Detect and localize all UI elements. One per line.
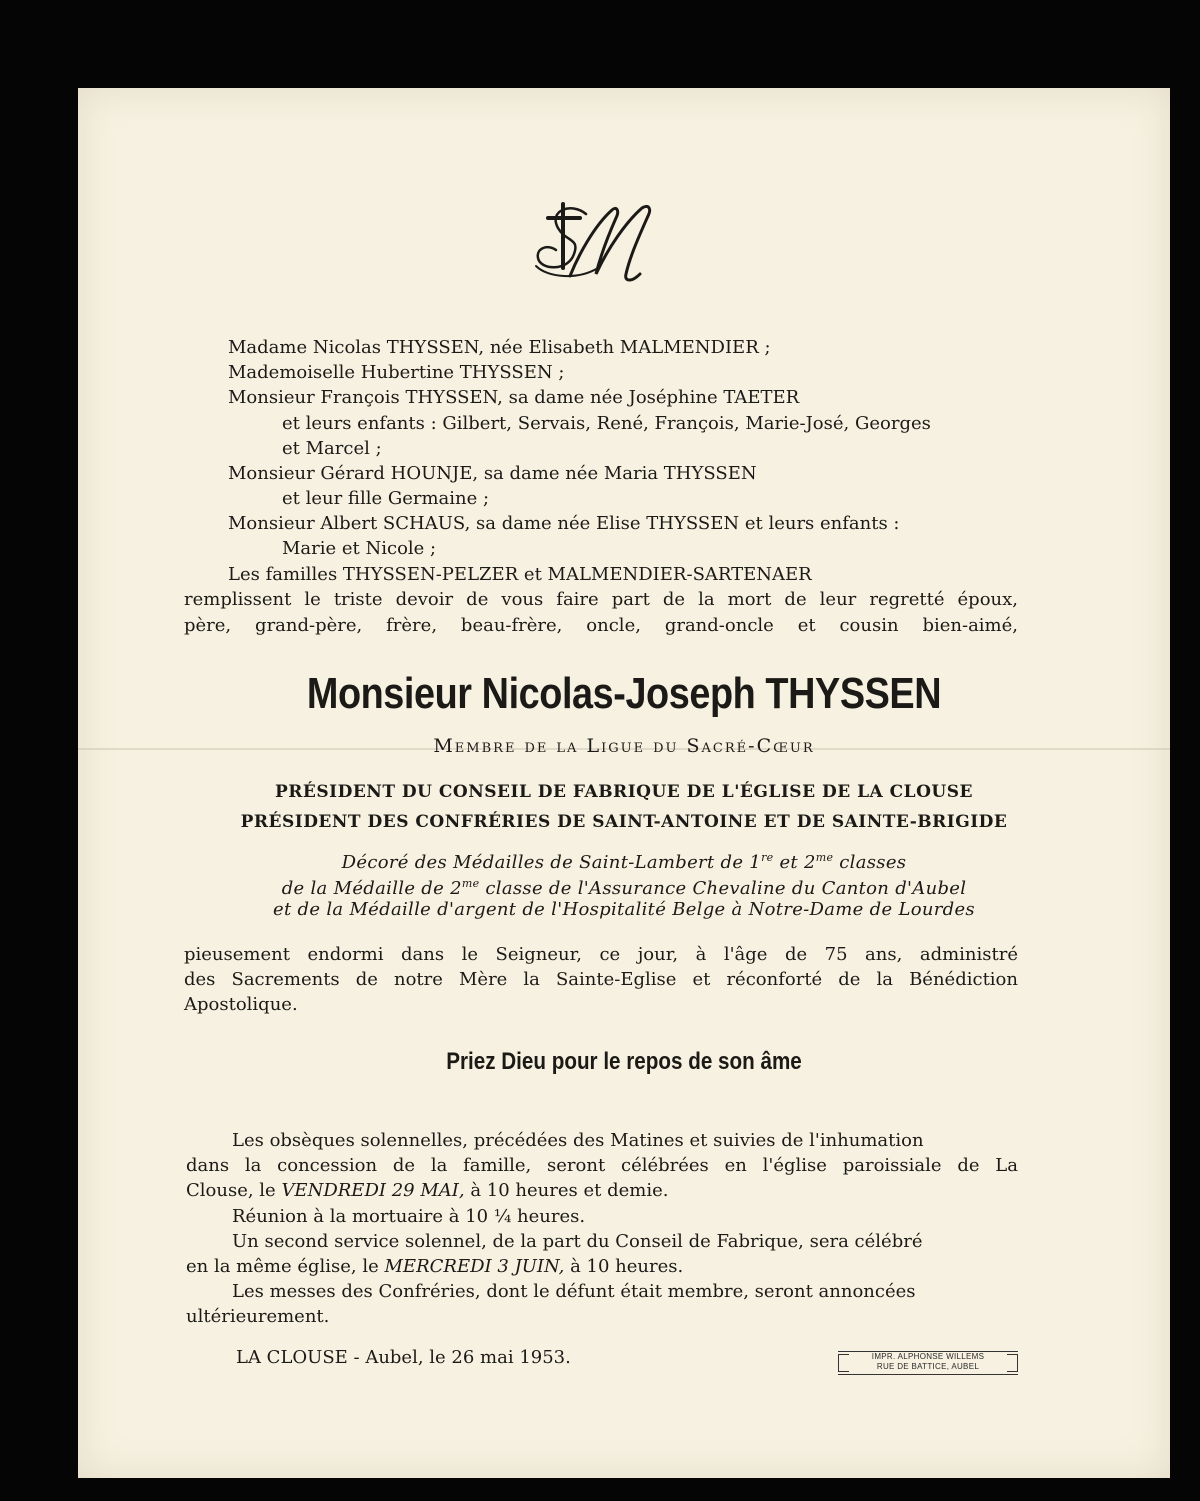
announce-line-2: père, grand-père, frère, beau-frère, oncle, grand-oncle et cousin bien-aimé, [184,615,1018,636]
funeral-date-2: MERCREDI 3 JUIN, [384,1256,565,1277]
family-line-5: et Marcel ; [282,438,382,459]
place-date: LA CLOUSE - Aubel, le 26 mai 1953. [236,1347,571,1368]
family-line-8: Monsieur Albert SCHAUS, sa dame née Elise THYSSEN et leurs enfants : [228,513,900,534]
funeral-line-2: dans la concession de la famille, seront célébrées en l'église paroissiale de La [186,1155,1018,1176]
medal-line-2-a: de la Médaille de 2 [281,878,462,899]
medal-line-1-b: et 2 [773,852,816,873]
family-line-9: Marie et Nicole ; [282,538,437,559]
medal-line-1-sup-2: me [815,851,834,864]
printer-line-2: RUE DE BATTICE, AUBEL [876,1362,980,1371]
family-line-10: Les familles THYSSEN-PELZER et MALMENDIER-SARTENAER [228,564,812,585]
prayer-line: Priez Dieu pour le repos de son âme [446,1048,802,1075]
printer-line-1: IMPR. ALPHONSE WILLEMS [871,1352,985,1361]
medal-line-1-c: classes [833,852,907,873]
family-line-4: et leurs enfants : Gilbert, Servais, René, François, Marie-José, Georges [282,413,931,434]
president-line-1: PRÉSIDENT DU CONSEIL DE FABRIQUE DE L'ÉGLISE DE LA CLOUSE [274,782,973,802]
medal-line-1-a: Décoré des Médailles de Saint-Lambert de 1 [341,852,762,873]
medal-line-2-sup: me [461,877,480,890]
funeral-line-1: Les obsèques solennelles, précédées des Matines et suivies de l'inhumation [232,1130,924,1151]
funeral-line-6 [186,1255,1018,1279]
funeral-line-8: ultérieurement. [186,1306,330,1327]
death-line-1: pieusement endormi dans le Seigneur, ce jour, à l'âge de 75 ans, administré [184,944,1018,965]
funeral-line-6-a: en la même église, le [186,1256,385,1277]
deceased-name: Monsieur Nicolas-Joseph THYSSEN [306,669,942,718]
funeral-line-6-b: à 10 heures. [564,1256,684,1277]
family-line-2: Mademoiselle Hubertine THYSSEN ; [228,362,565,383]
death-line-2: des Sacrements de notre Mère la Sainte-Eglise et réconforté de la Bénédiction [184,969,1018,990]
president-line-2: PRÉSIDENT DES CONFRÉRIES DE SAINT-ANTOINE ET DE SAINTE-BRIGIDE [240,812,1008,832]
funeral-line-3-a: Clouse, le [186,1180,282,1201]
family-line-1: Madame Nicolas THYSSEN, née Elisabeth MALMENDIER ; [228,337,771,358]
medal-line-2 [78,872,1170,901]
funeral-line-3 [186,1179,1018,1203]
printer-bracket-right [1007,1354,1018,1372]
funeral-line-3-b: à 10 heures et demie. [464,1180,669,1201]
funeral-line-7: Les messes des Confréries, dont le défunt était membre, seront annoncées [232,1281,916,1302]
printer-bracket-left [838,1354,849,1372]
family-line-6: Monsieur Gérard HOUNJE, sa dame née Maria THYSSEN [228,463,757,484]
funeral-date-1: VENDREDI 29 MAI, [281,1180,465,1201]
medal-line-2-b: classe de l'Assurance Chevaline du Canton d'Aubel [479,878,967,899]
printer-imprint [838,1351,1018,1375]
death-line-3: Apostolique. [184,994,298,1015]
funeral-line-5: Un second service solennel, de la part du Conseil de Fabrique, sera célébré [232,1231,923,1252]
member-line: Membre de la Ligue du Sacré-Cœur [433,735,815,757]
obituary-card [78,88,1170,1478]
announce-line-1: remplissent le triste devoir de vous faire part de la mort de leur regretté époux, [184,589,1018,610]
medal-line-3: et de la Médaille d'argent de l'Hospitalité Belge à Notre-Dame de Lourdes [273,899,975,920]
medal-line-1 [78,846,1170,875]
family-line-3: Monsieur François THYSSEN, sa dame née Joséphine TAETER [228,387,800,408]
medal-line-1-sup-1: re [761,851,774,864]
cross-monogram-icon [508,196,668,296]
funeral-line-4: Réunion à la mortuaire à 10 ¼ heures. [232,1206,586,1227]
family-line-7: et leur fille Germaine ; [282,488,490,509]
